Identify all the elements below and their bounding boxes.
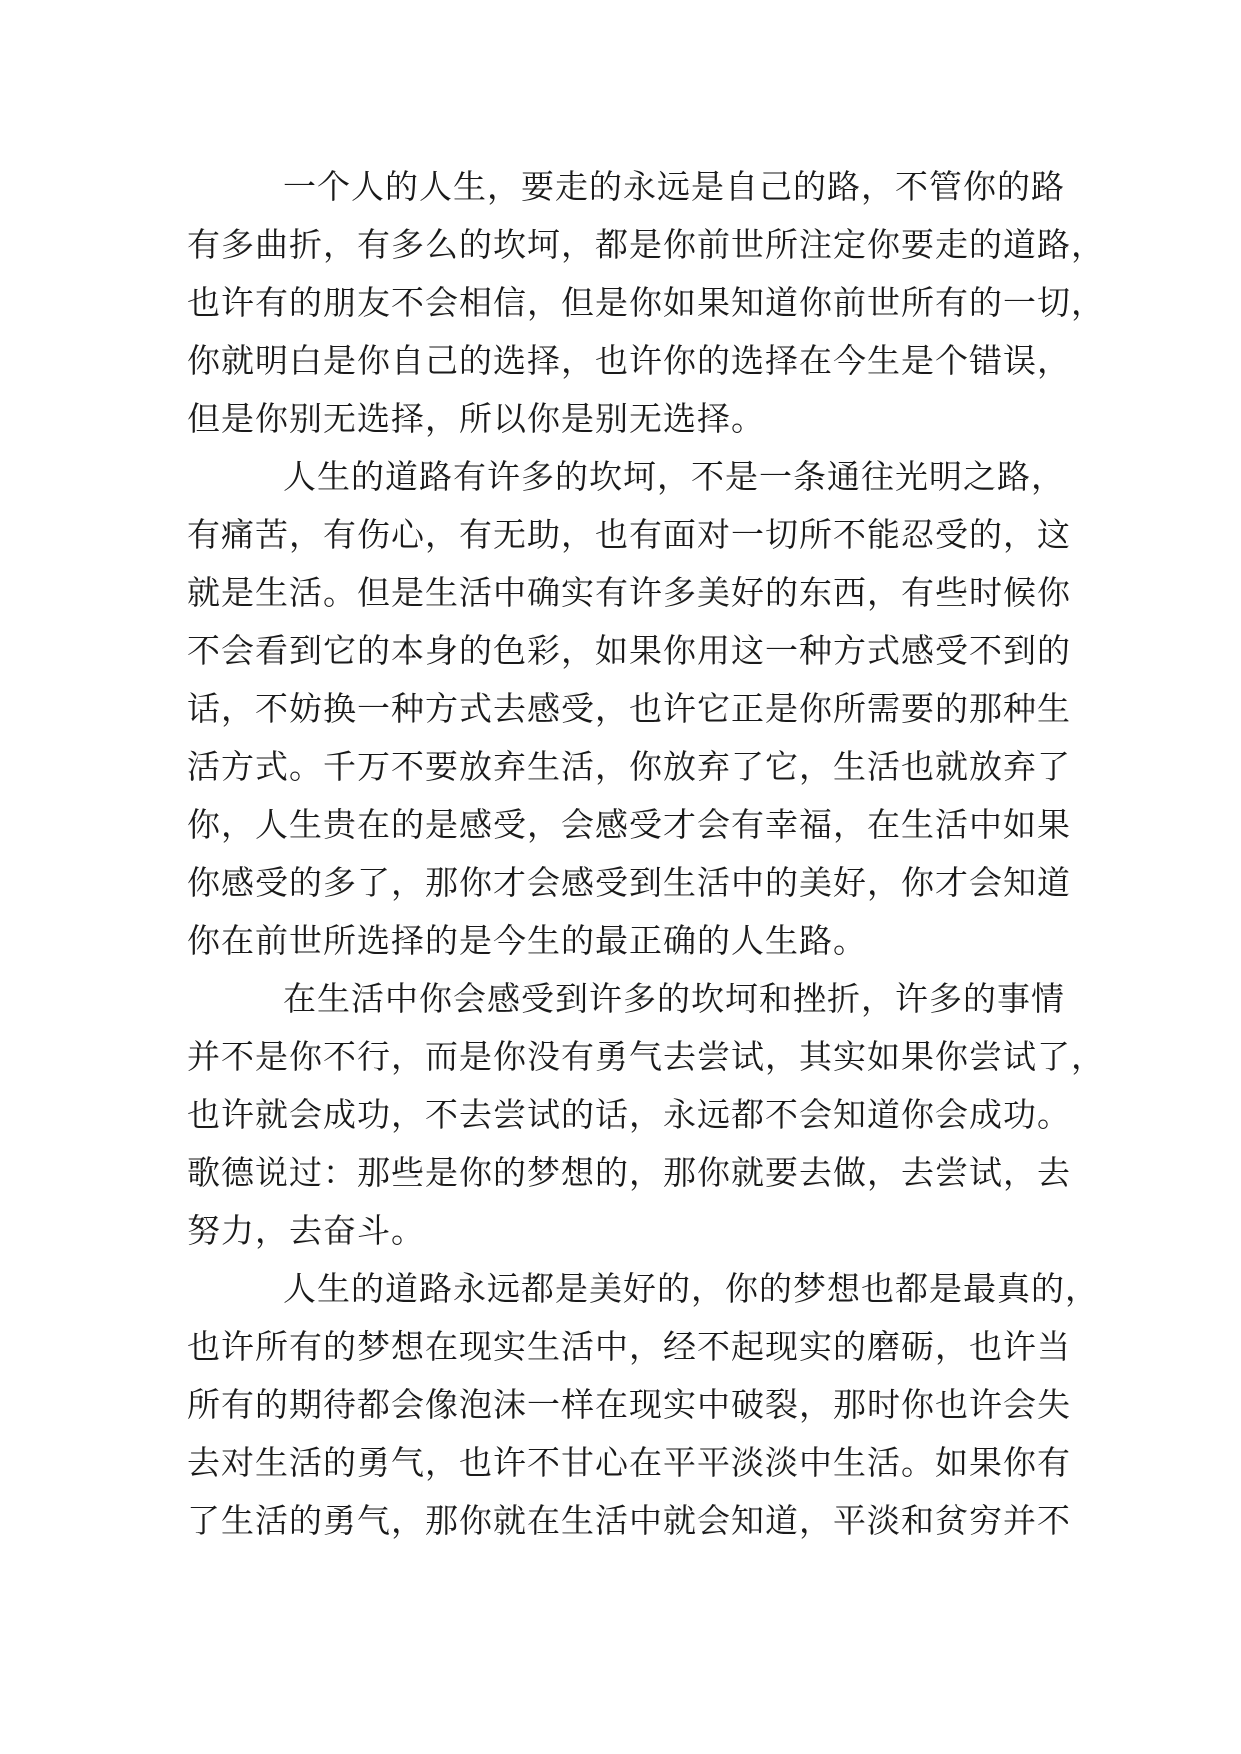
paragraph-line: 歌德说过：那些是你的梦想的，那你就要去做，去尝试，去 bbox=[187, 1153, 1071, 1192]
paragraph-2 bbox=[187, 448, 1071, 970]
paragraph-line: 在生活中你会感受到许多的坎坷和挫折，许多的事情 bbox=[283, 979, 1065, 1018]
paragraph-line: 你，人生贵在的是感受，会感受才会有幸福，在生活中如果 bbox=[187, 805, 1071, 844]
paragraph-line: 有痛苦，有伤心，有无助，也有面对一切所不能忍受的，这 bbox=[187, 515, 1071, 554]
paragraph-line: 人生的道路永远都是美好的，你的梦想也都是最真的， bbox=[283, 1269, 1099, 1308]
paragraph-line: 人生的道路有许多的坎坷，不是一条通往光明之路， bbox=[283, 457, 1065, 496]
paragraph-line: 并不是你不行，而是你没有勇气去尝试，其实如果你尝试了， bbox=[187, 1037, 1105, 1076]
document-body bbox=[187, 158, 1105, 1550]
paragraph-line: 一个人的人生，要走的永远是自己的路，不管你的路 bbox=[283, 167, 1065, 206]
paragraph-line: 但是你别无选择，所以你是别无选择。 bbox=[187, 399, 765, 438]
paragraph-line: 你就明白是你自己的选择，也许你的选择在今生是个错误， bbox=[187, 341, 1071, 380]
paragraph-line: 不会看到它的本身的色彩，如果你用这一种方式感受不到的 bbox=[187, 631, 1071, 670]
paragraph-line: 就是生活。但是生活中确实有许多美好的东西，有些时候你 bbox=[187, 573, 1071, 612]
paragraph-line: 活方式。千万不要放弃生活，你放弃了它，生活也就放弃了 bbox=[187, 747, 1071, 786]
paragraph-line: 话，不妨换一种方式去感受，也许它正是你所需要的那种生 bbox=[187, 689, 1071, 728]
paragraph-line: 也许就会成功，不去尝试的话，永远都不会知道你会成功。 bbox=[187, 1095, 1071, 1134]
paragraph-line: 你感受的多了，那你才会感受到生活中的美好，你才会知道 bbox=[187, 863, 1071, 902]
paragraph-1 bbox=[187, 158, 1105, 448]
paragraph-line: 去对生活的勇气，也许不甘心在平平淡淡中生活。如果你有 bbox=[187, 1443, 1071, 1482]
paragraph-3 bbox=[187, 970, 1105, 1260]
paragraph-line: 所有的期待都会像泡沫一样在现实中破裂，那时你也许会失 bbox=[187, 1385, 1071, 1424]
paragraph-line: 了生活的勇气，那你就在生活中就会知道，平淡和贫穷并不 bbox=[187, 1501, 1071, 1540]
paragraph-4 bbox=[187, 1260, 1099, 1550]
paragraph-line: 有多曲折，有多么的坎坷，都是你前世所注定你要走的道路， bbox=[187, 225, 1105, 264]
paragraph-line: 也许有的朋友不会相信，但是你如果知道你前世所有的一切， bbox=[187, 283, 1105, 322]
paragraph-line: 也许所有的梦想在现实生活中，经不起现实的磨砺，也许当 bbox=[187, 1327, 1071, 1366]
paragraph-line: 努力，去奋斗。 bbox=[187, 1211, 425, 1250]
paragraph-line: 你在前世所选择的是今生的最正确的人生路。 bbox=[187, 921, 867, 960]
